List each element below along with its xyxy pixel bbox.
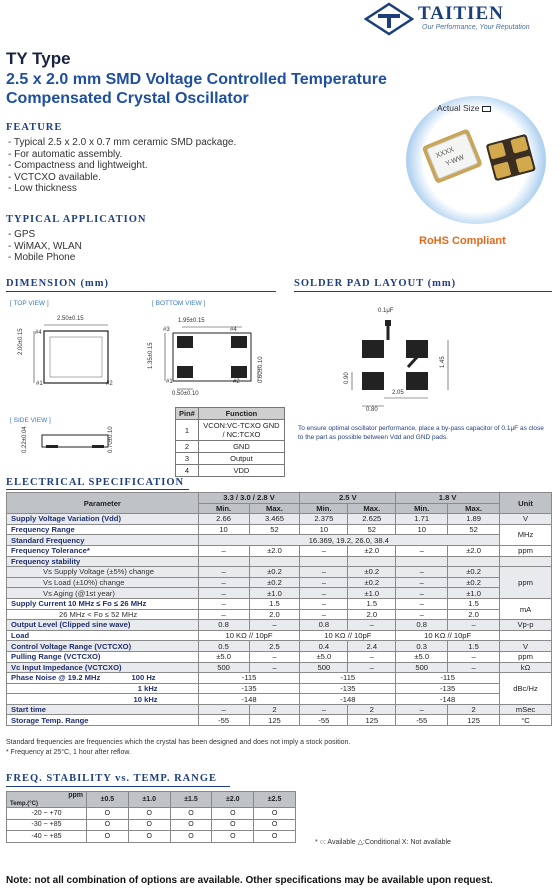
- param-cell: Start time: [7, 704, 199, 715]
- unit-cell: °C: [500, 715, 552, 726]
- feature-heading: FEATURE: [6, 122, 63, 133]
- dimension-heading: DIMENSION (mm): [6, 278, 109, 289]
- dim-pad-height: 0.60±0.10: [258, 356, 264, 383]
- min-header: Min.: [300, 503, 348, 514]
- pin-number: 3: [176, 453, 199, 465]
- unit-cell: mA: [500, 598, 552, 619]
- pad-dim-height: 0.90: [344, 372, 350, 384]
- offset-label: 1 kHz: [7, 683, 199, 694]
- value-cell: 2.66: [198, 514, 249, 525]
- value-cell: 2: [249, 704, 300, 715]
- param-cell: Standard Frequency: [7, 535, 199, 546]
- value-cell: 0.8: [300, 620, 348, 631]
- value-cell: 10: [300, 524, 348, 535]
- param-cell: Pulling Range (VCTCXO): [7, 651, 199, 662]
- max-header: Max.: [448, 503, 500, 514]
- value-cell: 500: [396, 662, 448, 673]
- value-cell: –: [348, 662, 396, 673]
- dim-side-height: 0.70±0.10: [108, 426, 114, 453]
- temp-range-cell: -20 ~ +70: [7, 808, 87, 820]
- value-cell: -115: [300, 673, 396, 684]
- value-cell: ±1.0: [348, 588, 396, 599]
- side-view-label: [ SIDE VIEW ]: [10, 417, 51, 424]
- value-cell: -148: [300, 694, 396, 705]
- pin-function: GND: [198, 441, 284, 453]
- param-cell: Vc Input Impedance (VCTCXO): [7, 662, 199, 673]
- side-view-drawing: [38, 431, 118, 455]
- pin-col-header: Pin#: [176, 408, 199, 420]
- value-cell: ±1.0: [249, 588, 300, 599]
- temp-label: Temp.(°C): [10, 801, 38, 807]
- capacitor-label: 0.1μF: [378, 308, 394, 314]
- value-cell: –: [396, 588, 448, 599]
- value-cell: 1.5: [448, 641, 500, 652]
- value-cell: ±0.2: [348, 567, 396, 578]
- value-cell: -135: [396, 683, 500, 694]
- application-item: - GPS: [8, 229, 36, 240]
- availability-cell: O: [212, 831, 254, 843]
- stability-corner-cell: [7, 792, 87, 808]
- value-cell: 2: [448, 704, 500, 715]
- taitien-logo-icon: [364, 2, 414, 36]
- voltage-header-18v: 1.8 V: [396, 493, 500, 504]
- value-cell: 10: [396, 524, 448, 535]
- pin-4-label-bottom: #4: [230, 327, 237, 333]
- unit-cell: Vp-p: [500, 620, 552, 631]
- value-cell: -55: [198, 715, 249, 726]
- table-row: [7, 556, 552, 567]
- rohs-compliant-label: RoHS Compliant: [419, 235, 506, 247]
- pin-function: VCON:VC-TCXO GND / NC:TCXO: [198, 420, 284, 441]
- value-cell: -135: [198, 683, 300, 694]
- value-cell: –: [300, 545, 348, 556]
- value-cell: ±5.0: [300, 651, 348, 662]
- max-header: Max.: [348, 503, 396, 514]
- application-item: - WiMAX, WLAN: [8, 240, 82, 252]
- table-row: [7, 641, 552, 652]
- table-row: [7, 715, 552, 726]
- value-cell: –: [448, 651, 500, 662]
- divider: [294, 291, 552, 292]
- value-cell: 2.5: [249, 641, 300, 652]
- value-cell: 0.3: [396, 641, 448, 652]
- unit-cell: V: [500, 641, 552, 652]
- voltage-header-33v: 3.3 / 3.0 / 2.8 V: [198, 493, 300, 504]
- value-cell: -148: [198, 694, 300, 705]
- value-cell: 10: [198, 524, 249, 535]
- value-cell: 0.8: [198, 620, 249, 631]
- param-cell: Frequency Range: [7, 524, 199, 535]
- feature-list: [8, 137, 236, 195]
- value-cell: 2: [348, 704, 396, 715]
- param-cell: Output Level (Clipped sine wave): [7, 620, 199, 631]
- value-cell: –: [249, 662, 300, 673]
- dim-side-base: 0.22±0.04: [22, 426, 28, 453]
- value-cell: 500: [198, 662, 249, 673]
- dim-length: 2.50±0.15: [57, 316, 84, 322]
- divider: [6, 786, 230, 787]
- ppm-label: ppm: [68, 792, 83, 799]
- unit-cell: ppm: [500, 567, 552, 599]
- param-cell: [7, 673, 199, 684]
- pin-2-label-bottom: #2: [233, 379, 240, 385]
- value-cell: –: [448, 662, 500, 673]
- feature-item: - For automatic assembly.: [8, 148, 123, 160]
- temp-range-cell: -30 ~ +85: [7, 819, 87, 831]
- availability-cell: O: [254, 831, 296, 843]
- availability-cell: O: [87, 819, 129, 831]
- pin-function-table: [175, 407, 285, 477]
- value-cell: –: [300, 598, 348, 609]
- divider: [6, 489, 189, 490]
- bottom-note: Note: not all combination of options are available. Other specifications may be available upon request.: [6, 875, 493, 886]
- pin-function: VDD: [198, 465, 284, 477]
- value-cell: ±0.2: [448, 577, 500, 588]
- unit-cell: ppm: [500, 545, 552, 556]
- product-title-line1: 2.5 x 2.0 mm SMD Voltage Controlled Temperature: [6, 71, 387, 88]
- pin-number: 1: [176, 420, 199, 441]
- value-cell: –: [198, 545, 249, 556]
- brand-logo: [364, 2, 556, 36]
- value-cell: –: [348, 620, 396, 631]
- table-row: [7, 588, 552, 599]
- pin-number: 4: [176, 465, 199, 477]
- value-cell: -55: [396, 715, 448, 726]
- availability-cell: O: [212, 808, 254, 820]
- param-cell: Supply Current 10 MHz ≤ Fo ≤ 26 MHz: [7, 598, 199, 609]
- availability-cell: O: [212, 819, 254, 831]
- value-cell: 3.465: [249, 514, 300, 525]
- table-row: [7, 704, 552, 715]
- value-cell: –: [300, 577, 348, 588]
- bypass-capacitor-note: To ensure optimal oscillator performance, place a by-pass capacitor of 0.1μF as close to the part as possible between Vdd and GND pads.: [298, 425, 544, 441]
- stability-heading: FREQ. STABILITY vs. TEMP. RANGE: [6, 773, 217, 784]
- dimension-drawing: [10, 297, 290, 475]
- value-cell: –: [300, 704, 348, 715]
- solder-pad-heading: SOLDER PAD LAYOUT (mm): [294, 278, 457, 289]
- value-cell: ±0.2: [249, 567, 300, 578]
- bottom-view-label: [ BOTTOM VIEW ]: [152, 300, 206, 307]
- availability-cell: O: [128, 808, 170, 820]
- pin-1-label-bottom: #1: [166, 379, 173, 385]
- value-cell: ±2.0: [348, 545, 396, 556]
- value-cell: ±1.0: [448, 588, 500, 599]
- crystal-oscillator-photo: [418, 118, 538, 198]
- temp-range-cell: -40 ~ +85: [7, 831, 87, 843]
- value-cell: 2.0: [249, 609, 300, 620]
- stability-col-header: ±1.0: [128, 792, 170, 808]
- stability-col-header: ±2.0: [212, 792, 254, 808]
- feature-item: - Low thickness: [8, 183, 77, 194]
- availability-cell: O: [254, 808, 296, 820]
- value-cell: 2.625: [348, 514, 396, 525]
- stability-table: [6, 791, 296, 843]
- table-row: [7, 567, 552, 578]
- availability-cell: O: [128, 831, 170, 843]
- value-cell: 0.5: [198, 641, 249, 652]
- value-cell: –: [198, 577, 249, 588]
- min-header: Min.: [198, 503, 249, 514]
- value-cell: –: [198, 609, 249, 620]
- value-cell: -55: [300, 715, 348, 726]
- divider: [6, 291, 276, 292]
- value-cell: 125: [249, 715, 300, 726]
- availability-cell: O: [170, 819, 212, 831]
- max-header: Max.: [249, 503, 300, 514]
- actual-size-label: [437, 103, 491, 113]
- value-cell: ±2.0: [448, 545, 500, 556]
- value-cell: 1.5: [448, 598, 500, 609]
- table-row: [7, 831, 296, 843]
- param-cell: Frequency stability: [7, 556, 199, 567]
- value-cell: ±0.2: [448, 567, 500, 578]
- unit-cell: ppm: [500, 651, 552, 662]
- application-list: [8, 229, 82, 264]
- stability-col-header: ±1.5: [170, 792, 212, 808]
- pin-4-label: #4: [35, 330, 42, 336]
- electrical-spec-table: [6, 492, 552, 726]
- pin-3-label: #3: [163, 327, 170, 333]
- table-row: [7, 620, 552, 631]
- value-cell: –: [396, 545, 448, 556]
- function-col-header: Function: [198, 408, 284, 420]
- value-cell: –: [396, 598, 448, 609]
- pin-function: Output: [198, 453, 284, 465]
- value-cell: ±5.0: [198, 651, 249, 662]
- min-header: Min.: [396, 503, 448, 514]
- value-cell: -135: [300, 683, 396, 694]
- value-cell: –: [396, 704, 448, 715]
- unit-cell: V: [500, 514, 552, 525]
- value-cell: –: [348, 651, 396, 662]
- value-cell: 0.8: [396, 620, 448, 631]
- table-row: [7, 630, 552, 641]
- value-cell: 1.5: [348, 598, 396, 609]
- value-cell: 2.375: [300, 514, 348, 525]
- param-cell: 26 MHz < Fo ≤ 52 MHz: [7, 609, 199, 620]
- table-row: [7, 662, 552, 673]
- pin-number: 2: [176, 441, 199, 453]
- feature-item: - Compactness and lightweight.: [8, 160, 148, 171]
- value-cell: 10 KΩ // 10pF: [396, 630, 500, 641]
- param-cell: Storage Temp. Range: [7, 715, 199, 726]
- table-row: [7, 535, 552, 546]
- offset-label: 10 kHz: [7, 694, 199, 705]
- table-row: [7, 683, 552, 694]
- value-cell: 2.4: [348, 641, 396, 652]
- value-cell: 10 KΩ // 10pF: [300, 630, 396, 641]
- value-cell: -148: [396, 694, 500, 705]
- value-cell: 1.89: [448, 514, 500, 525]
- value-cell: 500: [300, 662, 348, 673]
- value-cell: ±5.0: [396, 651, 448, 662]
- value-cell: -115: [198, 673, 300, 684]
- table-row: [7, 545, 552, 556]
- feature-item: - Typical 2.5 x 2.0 x 0.7 mm ceramic SMD package.: [8, 137, 237, 148]
- value-cell: 0.4: [300, 641, 348, 652]
- availability-cell: O: [170, 808, 212, 820]
- electrical-spec-heading: ELECTRICAL SPECIFICATION: [6, 477, 185, 488]
- pad-dim-pitch-h: 2.05: [392, 390, 404, 396]
- dim-width: 2.00±0.15: [18, 328, 24, 355]
- table-row: [7, 808, 296, 820]
- value-cell: 2.0: [348, 609, 396, 620]
- param-header: Parameter: [7, 493, 199, 514]
- pad-dim-width: 0.80: [366, 407, 378, 413]
- param-cell: Vs Aging (@1st year): [7, 588, 199, 599]
- value-cell: 1.71: [396, 514, 448, 525]
- unit-cell: kΩ: [500, 662, 552, 673]
- value-cell: –: [198, 598, 249, 609]
- availability-cell: O: [254, 819, 296, 831]
- unit-cell: MHz: [500, 524, 552, 545]
- value-cell: –: [198, 704, 249, 715]
- value-cell: 125: [348, 715, 396, 726]
- value-cell: –: [396, 567, 448, 578]
- table-row: [7, 598, 552, 609]
- value-cell: –: [396, 577, 448, 588]
- param-cell: Vs Supply Voltage (±5%) change: [7, 567, 199, 578]
- top-view-label: [ TOP VIEW ]: [10, 300, 49, 307]
- stability-col-header: ±0.5: [87, 792, 129, 808]
- product-title-line2: Compensated Crystal Oscillator: [6, 90, 249, 107]
- availability-cell: O: [128, 819, 170, 831]
- table-row: [7, 514, 552, 525]
- param-cell: Frequency Tolerance*: [7, 545, 199, 556]
- pin-1-label: #1: [36, 381, 43, 387]
- value-cell: ±2.0: [249, 545, 300, 556]
- product-title: [6, 70, 446, 108]
- unit-cell: mSec: [500, 704, 552, 715]
- value-cell: 2.0: [448, 609, 500, 620]
- brand-name: TAITIEN: [418, 3, 504, 24]
- param-cell: Control Voltage Range (VCTCXO): [7, 641, 199, 652]
- param-cell: Supply Voltage Variation (Vdd): [7, 514, 199, 525]
- solder-pad-drawing: [300, 300, 550, 450]
- table-row: [7, 819, 296, 831]
- value-cell: –: [300, 588, 348, 599]
- application-item: - Mobile Phone: [8, 252, 76, 263]
- brand-slogan: Our Performance, Your Reputation: [422, 24, 530, 31]
- availability-legend: * ○: Available △:Conditional X: Not available: [315, 839, 451, 846]
- value-cell: –: [396, 609, 448, 620]
- value-cell: –: [249, 620, 300, 631]
- value-cell: 16.369, 19.2, 26.0, 38.4: [198, 535, 499, 546]
- value-cell: 125: [448, 715, 500, 726]
- actual-size-text: Actual Size: [437, 103, 480, 113]
- offset-label: 100 Hz: [131, 673, 156, 683]
- stability-col-header: ±2.5: [254, 792, 296, 808]
- value-cell: 1.5: [249, 598, 300, 609]
- chip-marking-1: XXXX: [434, 146, 455, 160]
- unit-cell: dBc/Hz: [500, 673, 552, 705]
- param-cell: Vs Load (±10%) change: [7, 577, 199, 588]
- value-cell: 10 KΩ // 10pF: [198, 630, 300, 641]
- frequency-tolerance-note: * Frequency at 25°C, 1 hour after reflow.: [6, 749, 131, 756]
- value-cell: –: [198, 567, 249, 578]
- pad-dim-pitch-v: 1.45: [440, 356, 446, 368]
- value-cell: 52: [348, 524, 396, 535]
- solder-pad-layout-svg: [340, 312, 480, 412]
- value-cell: –: [300, 567, 348, 578]
- value-cell: –: [198, 588, 249, 599]
- dim-pad-pitch: 1.95±0.15: [178, 318, 205, 324]
- table-row: [7, 673, 552, 684]
- availability-cell: O: [87, 831, 129, 843]
- table-row: [7, 577, 552, 588]
- feature-item: - VCTCXO available.: [8, 171, 101, 183]
- table-row: [7, 694, 552, 705]
- value-cell: –: [448, 620, 500, 631]
- dim-pad-width: 0.50±0.10: [172, 391, 199, 397]
- value-cell: ±0.2: [249, 577, 300, 588]
- value-cell: 52: [448, 524, 500, 535]
- product-type: TY Type: [6, 49, 71, 68]
- table-row: [7, 651, 552, 662]
- table-row: [7, 609, 552, 620]
- value-cell: –: [300, 609, 348, 620]
- voltage-header-25v: 2.5 V: [300, 493, 396, 504]
- chip-marking-2: Y-WW: [444, 154, 466, 168]
- availability-cell: O: [170, 831, 212, 843]
- value-cell: ±0.2: [348, 577, 396, 588]
- standard-frequency-note: Standard frequencies are frequencies which the crystal has been designed and does not imply a stock position.: [6, 739, 351, 746]
- dim-pad-span: 1.35±0.15: [148, 342, 154, 369]
- phase-noise-label: Phase Noise @ 19.2 MHz: [11, 673, 101, 683]
- availability-cell: O: [87, 808, 129, 820]
- param-cell: Load: [7, 630, 199, 641]
- value-cell: –: [249, 651, 300, 662]
- pin-2-label: #2: [106, 381, 113, 387]
- table-row: [7, 524, 552, 535]
- value-cell: 52: [249, 524, 300, 535]
- application-heading: TYPICAL APPLICATION: [6, 214, 147, 225]
- value-cell: -115: [396, 673, 500, 684]
- actual-size-box-icon: [482, 106, 491, 112]
- unit-header: Unit: [500, 493, 552, 514]
